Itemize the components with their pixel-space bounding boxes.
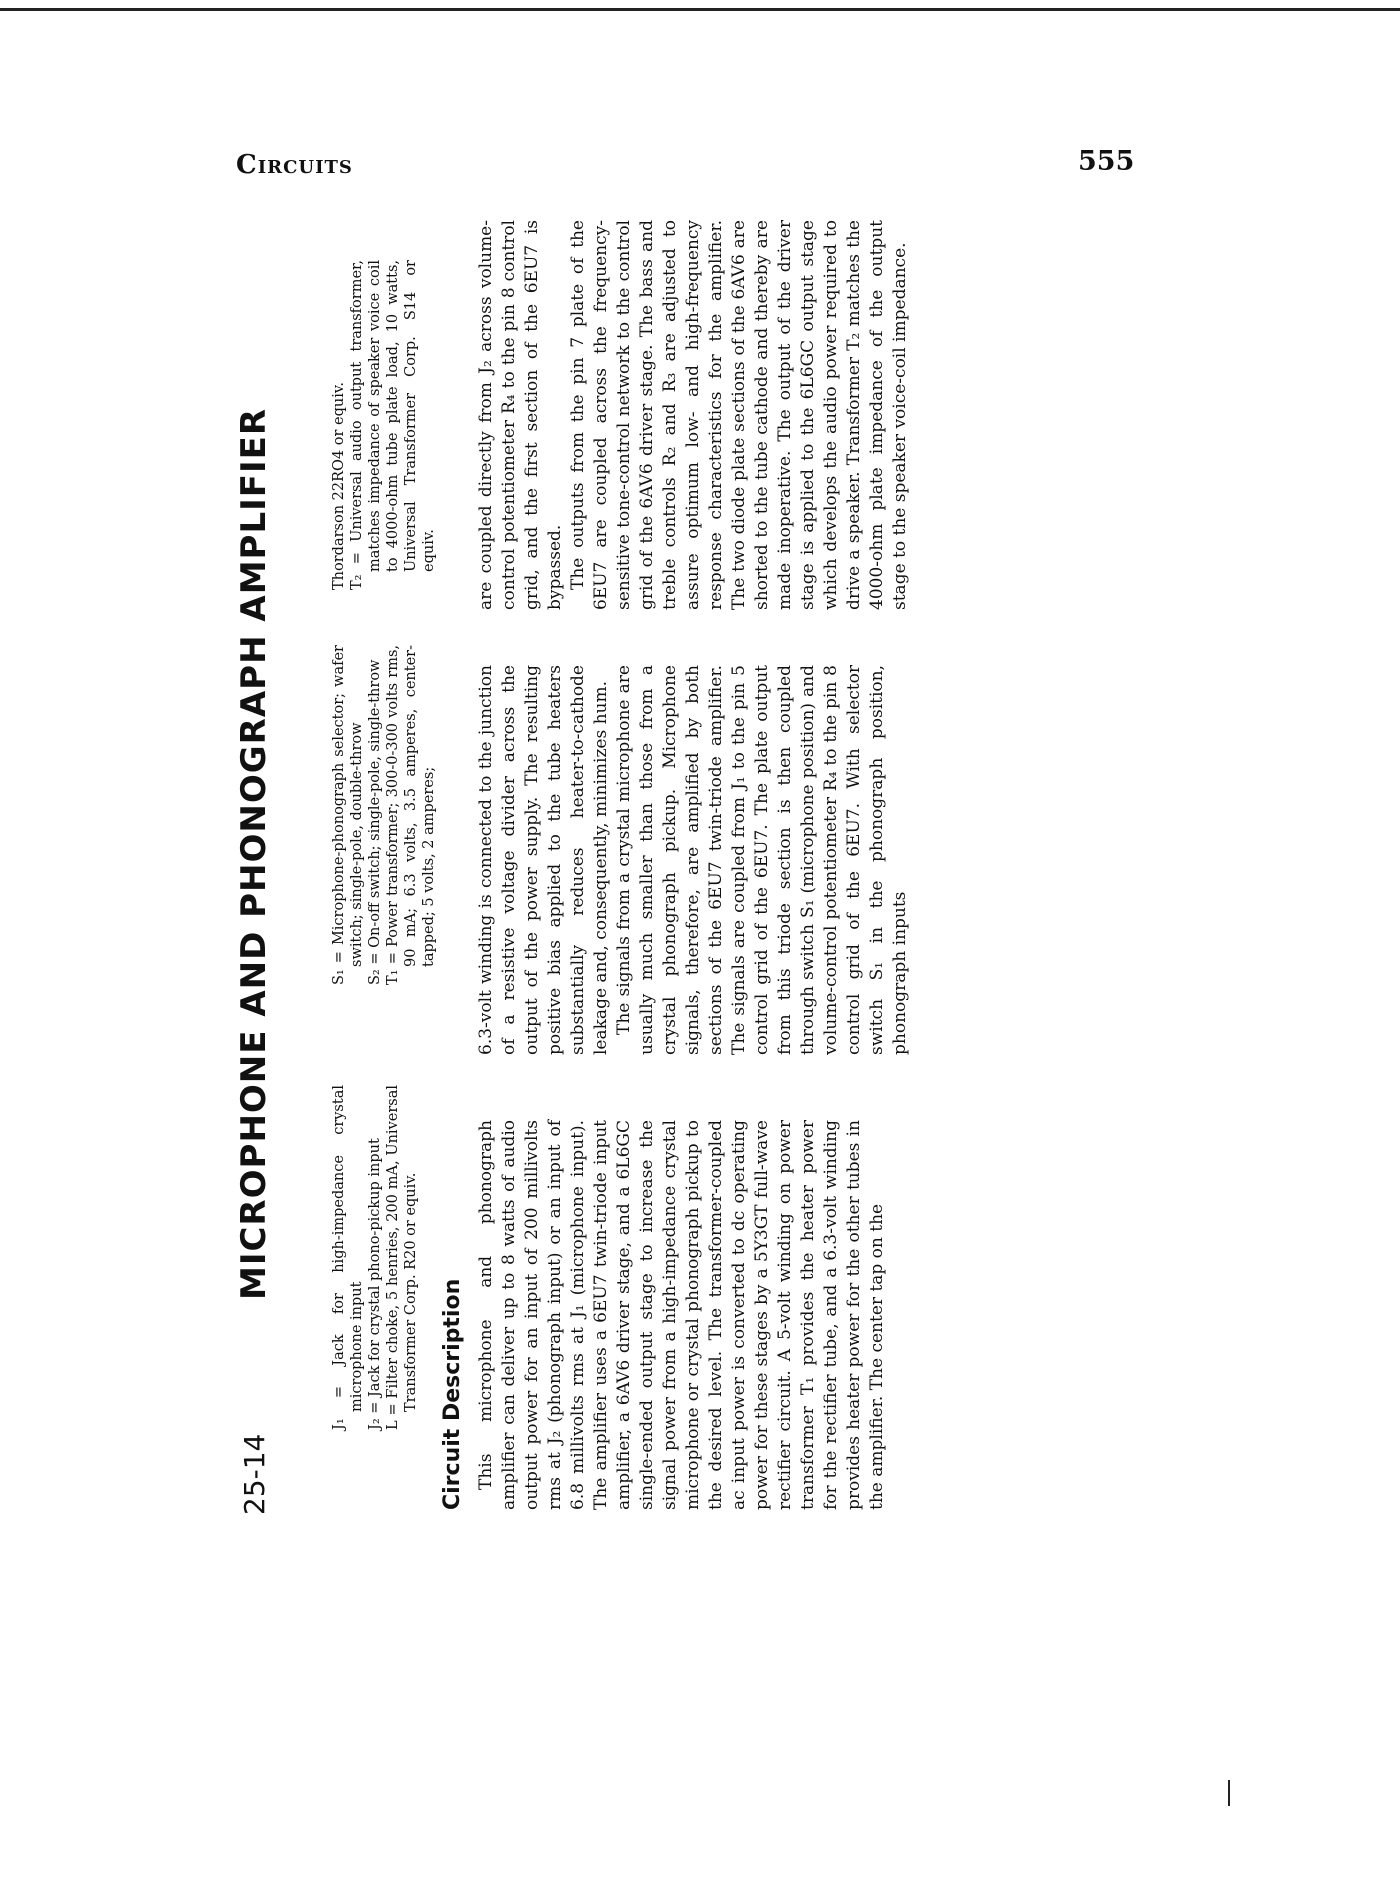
description-column-3 xyxy=(475,220,912,610)
paragraph: 6.3-volt winding is connected to the junction of a resistive voltage divider across the output of the power supply. The resulting positive bias applied to the tube heaters substantially reduces heater-to-cathode leakage and, consequently, minimizes hum. xyxy=(476,665,611,1055)
part-item: S₁ = Microphone-phonograph selector; wafer switch; single-pole, double-throw xyxy=(331,645,365,985)
part-item: Thordarson 22RO4 or equiv. xyxy=(331,382,347,590)
section-number: 25-14 xyxy=(238,1433,271,1515)
parts-list-column-1 xyxy=(330,1085,420,1430)
description-column-1 xyxy=(475,1120,889,1510)
part-item: S₂ = On-off switch; single-pole, single-throw xyxy=(367,659,383,985)
description-column-2 xyxy=(475,665,912,1055)
paragraph: The outputs from the pin 7 plate of the 6EU7 are coupled across the frequency-sensitive tone-control network to the control grid of the 6AV6 driver stage. The bass and treble controls R₂ and R₃ are adjusted to assure optimum low- and high-frequency response characteristics for the amplifier. The two diode plate sections of the 6AV6 are shorted to the tube cathode and thereby are made inoperative. The output of the driver stage is applied to the 6L6GC output stage which develops the audio power required to drive a speaker. Transformer T₂ matches the 4000-ohm plate impedance of the output stage to the speaker voice-coil impedance. xyxy=(568,220,910,610)
running-head: Circuits xyxy=(236,150,353,180)
section-title: MICROPHONE AND PHONOGRAPH AMPLIFIER xyxy=(234,407,274,1300)
part-item: T₂ = Universal audio output transformer, matches impedance of speaker voice coil to 4000-ohm tube plate load, 10 watts, Universal Transformer Corp. S14 or equiv. xyxy=(349,260,437,590)
parts-list-column-3 xyxy=(330,260,438,590)
part-item: T₁ = Power transformer; 300-0-300 volts rms, 90 mA; 6.3 volts, 3.5 amperes, center-tapped; 5 volts, 2 amperes; xyxy=(385,645,437,985)
page-number: 555 xyxy=(1078,146,1135,177)
section-heading xyxy=(230,215,280,1515)
page-top-rule xyxy=(0,0,1400,11)
paragraph: The signals from a crystal microphone are usually much smaller than those from a crystal phonograph pickup. Microphone signals, therefore, are amplified by both sections of the 6EU7 twin-triode amplifier. The signals are coupled from J₁ to the pin 5 control grid of the 6EU7. The plate output from this triode section is then coupled through switch S₁ (microphone position) and volume-control potentiometer R₄ to the pin 8 control grid of the 6EU7. With selector switch S₁ in the phonograph position, phonograph inputs xyxy=(614,665,910,1055)
rotated-content xyxy=(230,215,1090,1515)
parts-list-column-2 xyxy=(330,645,438,985)
paragraph: are coupled directly from J₂ across volume-control potentiometer R₄ to the pin 8 control grid, and the first section of the 6EU7 is bypassed. xyxy=(476,220,565,610)
part-item: J₁ = Jack for high-impedance crystal microphone input xyxy=(331,1085,365,1430)
part-item: J₂ = Jack for crystal phono-pickup input xyxy=(367,1138,383,1430)
stray-ink-mark xyxy=(1228,1780,1230,1806)
paragraph: This microphone and phonograph amplifier can deliver up to 8 watts of audio output power for an input of 200 millivolts rms at J₂ (phonograph input) or an input of 6.8 millivolts rms at J₁ (microphone input). The amplifier uses a 6EU7 twin-triode input amplifier, a 6AV6 driver stage, and a 6L6GC single-ended output stage to increase the signal power from a high-impedance crystal microphone or crystal phonograph pickup to the desired level. The transformer-coupled ac input power is converted to dc operating power for these stages by a 5Y3GT full-wave rectifier circuit. A 5-volt winding on power transformer T₁ provides the heater power for the rectifier tube, and a 6.3-volt winding provides heater power for the other tubes in the amplifier. The center tap on the xyxy=(476,1120,887,1510)
circuit-description-heading: Circuit Description xyxy=(440,1278,465,1510)
part-item: L = Filter choke, 5 henries, 200 mA, Universal Transformer Corp. R20 or equiv. xyxy=(385,1085,419,1430)
